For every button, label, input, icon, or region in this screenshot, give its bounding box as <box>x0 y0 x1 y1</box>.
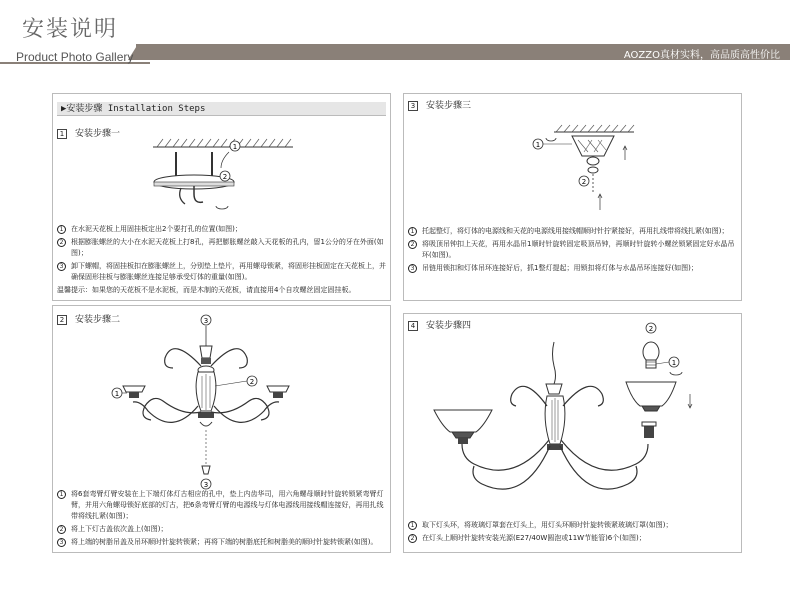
warm-tip: 温馨提示：如果您的天花板不是水泥板，而是木制的天花板，请直接用4个自攻螺丝固定固挂板。 <box>57 286 356 294</box>
callout-2: 2 <box>249 378 255 386</box>
step-number-box: 2 <box>57 315 67 325</box>
callout-1: 1 <box>535 141 541 149</box>
note-item: 2 根据膨胀螺丝的大小在水泥天花板上打8孔，再把膨胀螺丝敲入天花板的孔内，留1公分的牙在外面(如图)； <box>57 237 387 259</box>
step-number-box: 3 <box>408 101 418 111</box>
step-number-box: 1 <box>57 129 67 139</box>
step-title: 安装步骤二 <box>75 315 121 325</box>
step-4-notes <box>408 520 738 546</box>
note-item: 3 吊链用锁扣和灯体吊环连接好后，抓1整灯提起；用锁扣将灯体与水晶吊环连接好(如图)； <box>408 263 738 274</box>
callout-3-bottom: 3 <box>203 481 209 489</box>
panel-step-2 <box>52 305 391 553</box>
step-title: 安装步骤三 <box>426 101 472 111</box>
note-item: 1 将6套弯臂灯臂安装在上下端灯体灯古相应的孔中，垫上内齿华司，用六角螺母顺时针旋转锁紧弯臂灯臂，并用六角螺母锁好底部的灯古，把6条弯臂灯臂的电源线与灯体电源线用接线帽连接好，再用扎线带将线扎紧(如图)； <box>57 489 387 522</box>
callout-2: 2 <box>648 325 654 333</box>
step-1-notes <box>57 224 387 298</box>
note-item: 1 托起整灯，将灯体的电源线和天花的电源线用接线帽顺时针拧紧接好，再用扎线带将线扎紧(如图)； <box>408 226 738 237</box>
note-item: 3 卸下螺帽，将固挂板扣在膨胀螺丝上，分别垫上垫片，再用螺母锁紧，将固形挂板固定在天花板上，并确保固形挂板与膨胀螺丝连接足够承受灯体的重量(如图)。 <box>57 261 387 283</box>
note-item: 2 在灯头上顺时针旋转安装光源(E27/40W圆泡或11W节能管)6个(如图)； <box>408 533 738 544</box>
header-title-en: Product Photo Gallery <box>16 50 134 64</box>
note-item: 1 在水泥天花板上用固挂板定出2个要打孔的位置(如图)； <box>57 224 387 235</box>
step-title: 安装步骤四 <box>426 321 472 331</box>
panel-step-1 <box>52 93 391 301</box>
note-item: 1 取下灯头环，将玻璃灯罩套在灯头上，用灯头环顺时针旋转锁紧玻璃灯罩(如图)； <box>408 520 738 531</box>
note-item: 2 将上下灯古盖依次盖上(如图)； <box>57 524 387 535</box>
step-title: 安装步骤一 <box>75 129 121 139</box>
step-2-notes <box>57 489 387 550</box>
header-slogan: AOZZO真材实料，高品质高性价比 <box>623 50 780 61</box>
callout-1: 1 <box>232 143 238 151</box>
callout-2: 2 <box>222 173 228 181</box>
callout-3-top: 3 <box>203 317 209 325</box>
callout-2: 2 <box>581 178 587 186</box>
panel-step-3 <box>403 93 742 301</box>
step-number-box: 4 <box>408 321 418 331</box>
installation-steps-bar: ▶安装步骤 Installation Steps <box>57 102 386 116</box>
callout-1: 1 <box>671 359 677 367</box>
note-item: 3 将上端的树脂吊盖及吊环顺时针旋转锁紧；再将下端的树脂底托和树脂美的顺时针旋转锁紧(如图)。 <box>57 537 387 548</box>
chandelier-shades-illustration <box>404 314 743 554</box>
header-title-cn: 安装说明 <box>22 17 119 42</box>
callout-1: 1 <box>114 390 120 398</box>
panel-step-4 <box>403 313 742 553</box>
step-3-notes <box>408 226 738 276</box>
note-item: 2 将吸顶吊钟扣上天花，再用水晶吊1顺时针旋转固定吸顶吊钟，再顺时针旋转小螺丝锁紧固定好水晶吊环(如图)。 <box>408 239 738 261</box>
